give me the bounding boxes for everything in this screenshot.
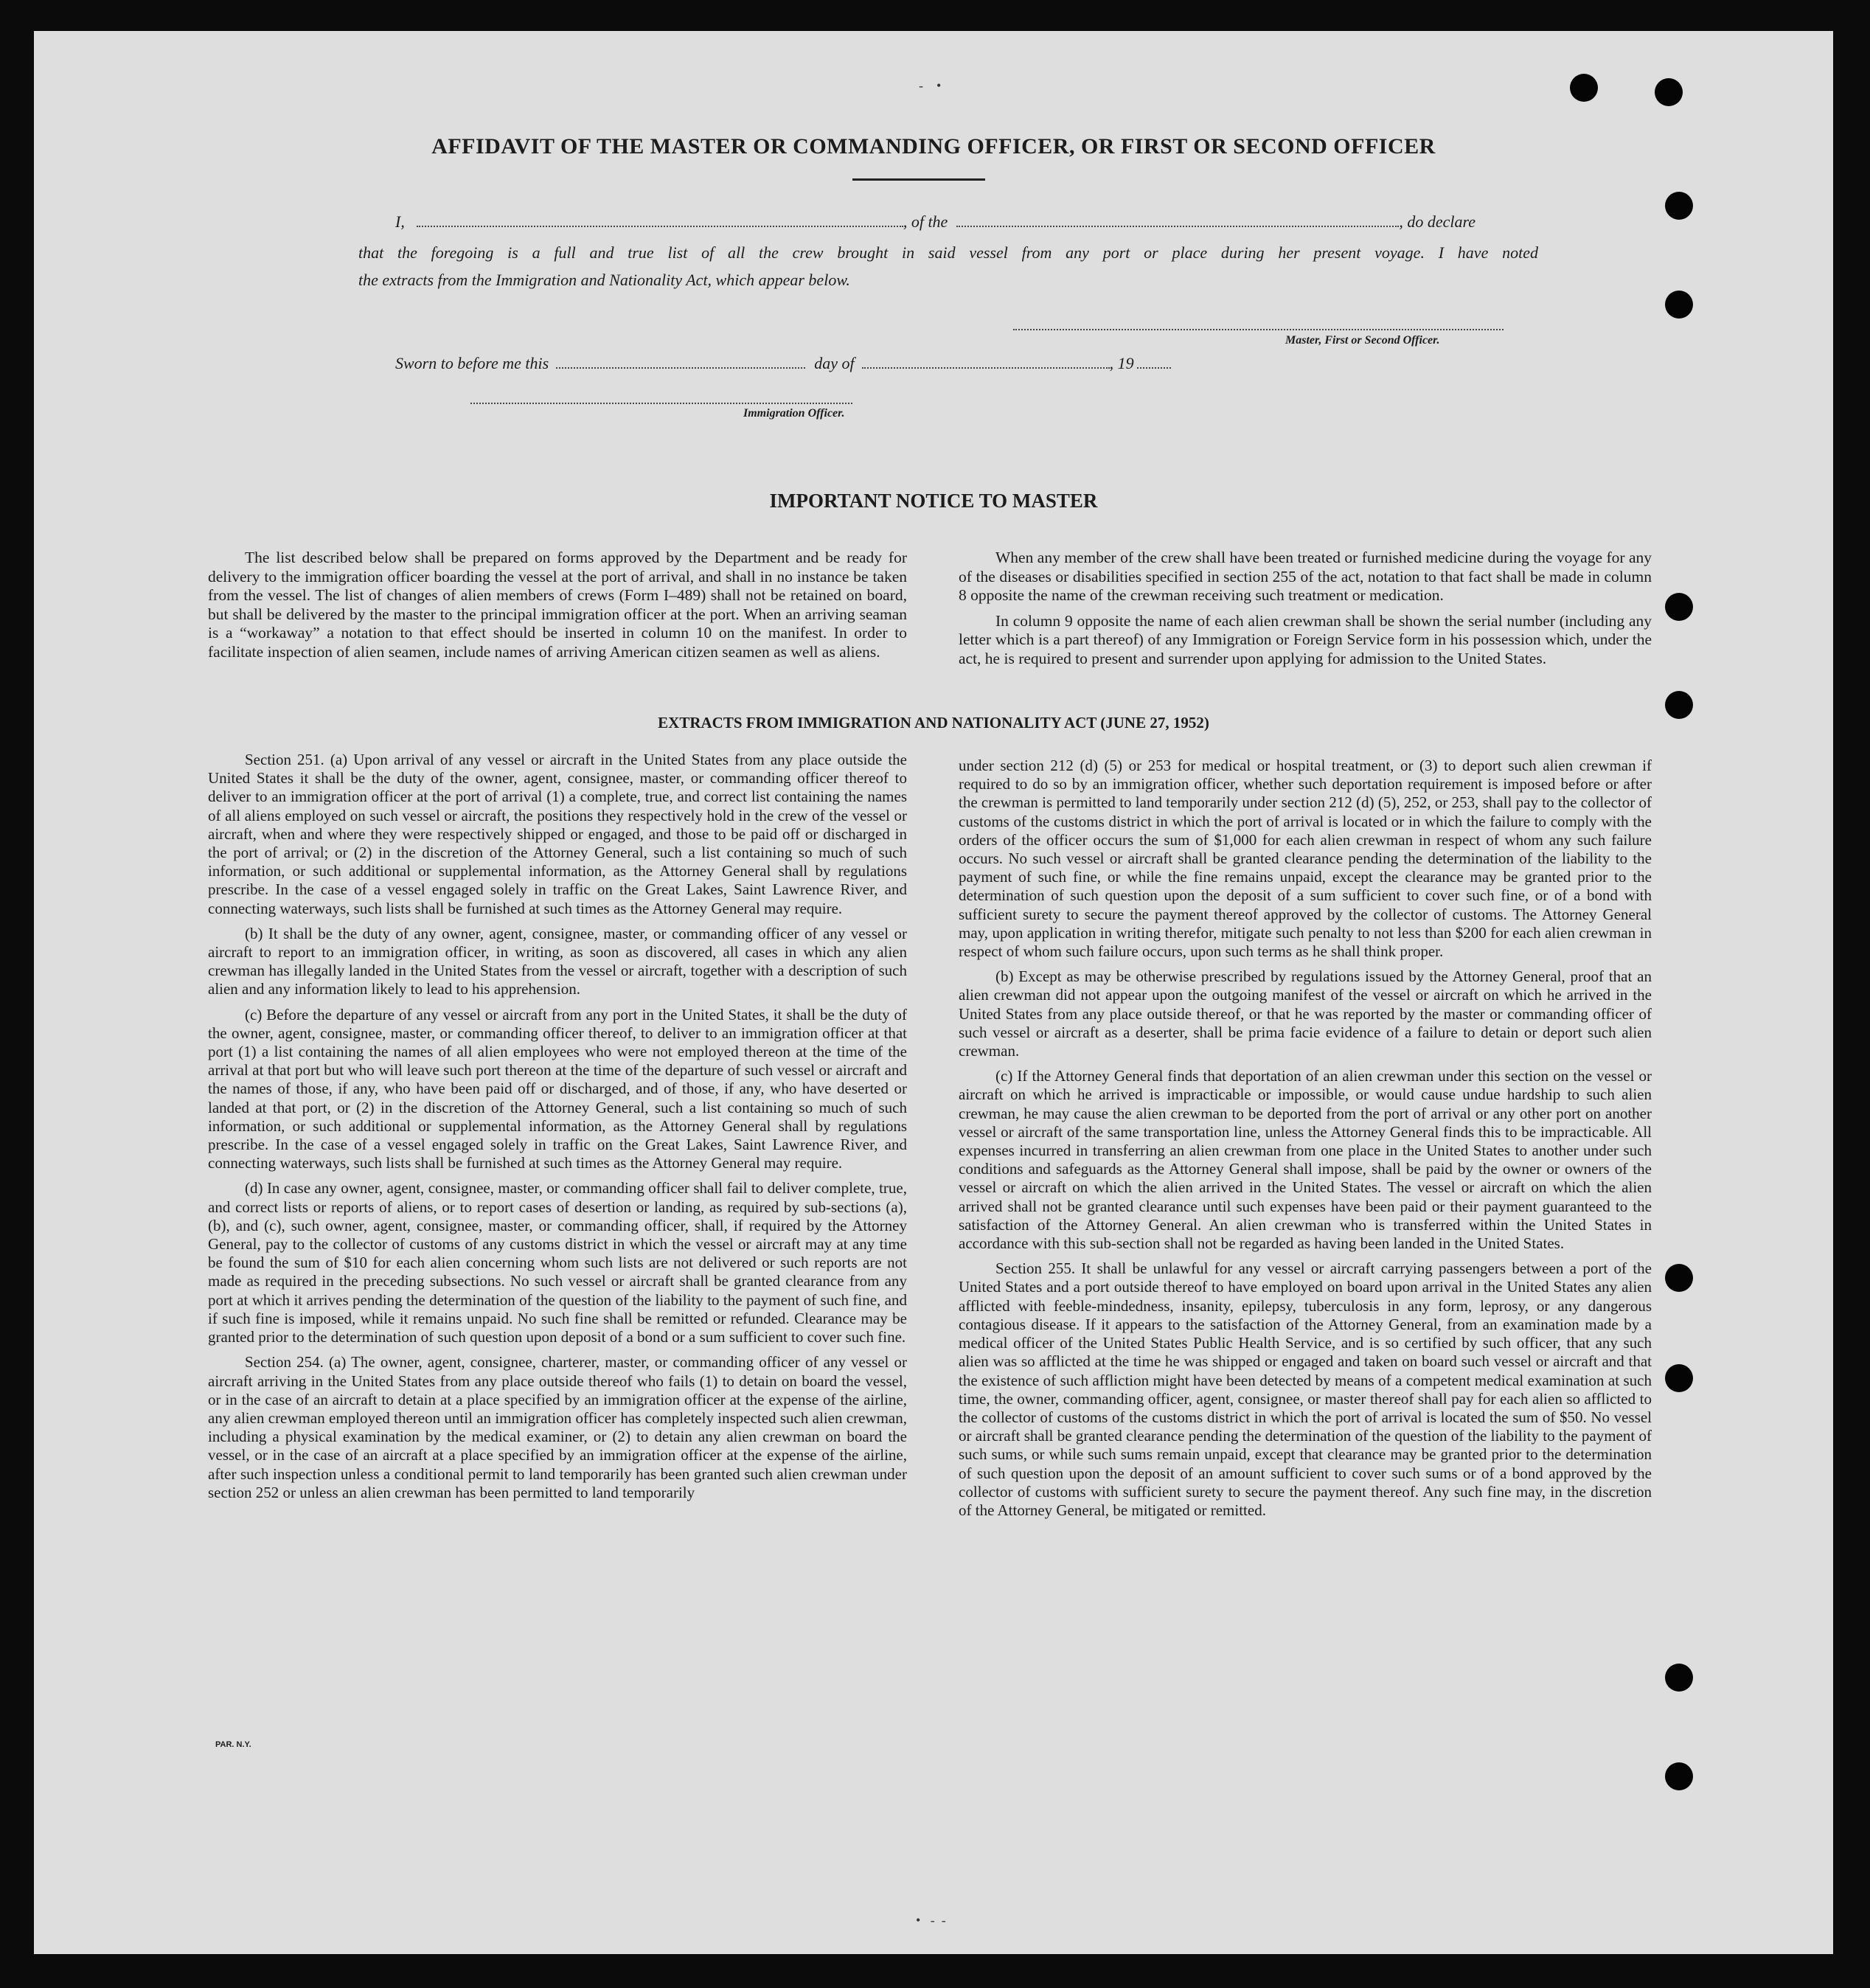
notice-right-paragraph-1: When any member of the crew shall have been treated or furnished medicine during the voyage for any of the diseases or disabilities specified in section 255 of the act, notation to that fact shall be made in column 8 opposite the name of the crewman receiving such treatment or medication. xyxy=(959,549,1652,605)
document-page xyxy=(34,31,1833,1954)
section-251-c: (c) Before the departure of any vessel or aircraft from any port in the United States, it shall be the duty of the owner, agent, consignee, master, or commanding officer thereof, to deliver to an immigration officer at that port (1) a list containing the names of all alien employees who were not employed thereon at the time of the arrival at that port but who will leave such port thereon at the time of the departure of such vessel or aircraft and the names of those, if any, who have been paid off or discharged, and of those, if any, who have deserted or landed at that port, or (2) in the discretion of the Attorney General, such a list containing so much of such information, or such additional or supplemental information, as the Attorney General shall by regulations prescribe. In the case of a vessel engaged solely in traffic on the Great Lakes, Saint Lawrence River, and connecting waterways, such lists shall be furnished at such times as the Attorney General may require. xyxy=(208,1005,907,1172)
punch-hole xyxy=(1665,1364,1693,1392)
scan-speck: - • xyxy=(919,78,942,93)
punch-hole xyxy=(1665,1264,1693,1292)
notice-left-paragraph: The list described below shall be prepared on forms approved by the Department and be ready for delivery to the immigration officer boarding the vessel at the port of arrival, and shall in no instance be taken from the vessel. The list of changes of alien members of crews (Form I–489) shall not be retained on board, but shall be delivered by the master to the principal immigration officer at the port. When an arriving seaman is a “workaway” a notation to that effect should be inserted in column 10 on the manifest. In order to facilitate inspection of alien seamen, include names of arriving American citizen seamen as well as aliens. xyxy=(208,549,907,661)
notice-left-column xyxy=(208,549,907,669)
i-label: I, xyxy=(395,212,405,231)
extracts-title: EXTRACTS FROM IMMIGRATION AND NATIONALITY ACT (JUNE 27, 1952) xyxy=(658,714,1209,731)
year-label: , 19 xyxy=(1109,354,1134,372)
sworn-year-field[interactable] xyxy=(1137,352,1171,369)
section-251-d: (d) In case any owner, agent, consignee, master, or commanding officer shall fail to deliver complete, true, and correct lists or reports of aliens, or to report cases of desertion or landing, as required by sub-sections (a), (b), and (c), such owner, agent, consignee, master, or commanding officer, shall, if required by the Attorney General, pay to the collector of customs of any customs district in which the vessel or aircraft may at any time be found the sum of $10 for each alien concerning whom such lists are not delivered or such reports are not made as required in the preceding subsections. No such vessel or aircraft shall be granted clearance from any port at which it arrives pending the determination of the question of the liability to the payment of such fine, and if such fine is imposed, while it remains unpaid. No such fine shall be remitted or refunded. Clearance may be granted prior to the determination of such question upon deposit of a bond or a sum sufficient to cover such fine. xyxy=(208,1179,907,1346)
section-251-b: (b) It shall be the duty of any owner, agent, consignee, master, or commanding officer of any vessel or aircraft to report to an immigration officer, in writing, as soon as discovered, all cases in which any alien crewman has illegally landed in the United States from the vessel or aircraft, together with a description of such alien and any information likely to lead to his apprehension. xyxy=(208,924,907,998)
declaration-line-2: the extracts from the Immigration and Nationality Act, which appear below. xyxy=(358,271,850,289)
title-divider xyxy=(852,178,985,181)
notice-title: IMPORTANT NOTICE TO MASTER xyxy=(769,490,1098,512)
of-the-label: , of the xyxy=(903,212,948,231)
section-254-a-continued: under section 212 (d) (5) or 253 for medical or hospital treatment, or (3) to deport such alien crewman if required to do so by an immigration officer, whether such deportation requirement is imposed before or after the crewman is permitted to land temporarily under section 212 (d) (5), 252, or 253, shall pay to the collector of customs of the customs district in which the port of arrival is located or in which the failure to comply with the orders of the officer occurs the sum of $1,000 for each alien crewman in respect of whom any such failure occurs. No such vessel or aircraft shall be granted clearance pending the determination of the liability to the payment of such fine, or while the fine remains unpaid, except the clearance may be granted prior to the determination of such question upon the deposit of a sum sufficient to cover such fine, or of a bond with sufficient surety to secure the payment thereof approved by the collector of customs. The Attorney General may, upon application in writing therefor, mitigate such penalty to not less than $200 for each alien crewman in respect of whom such failure occurs, upon such terms as he shall think proper. xyxy=(959,757,1652,961)
declaration-line-1: that the foregoing is a full and true list of all the crew brought in said vessel from any port or place during her present voyage. I have noted xyxy=(358,243,1538,262)
day-of-label: day of xyxy=(814,354,855,372)
sworn-line xyxy=(395,352,1171,373)
vessel-name-field[interactable] xyxy=(956,211,1399,227)
affidavit-title: AFFIDAVIT OF THE MASTER OR COMMANDING OFFICER, OR FIRST OR SECOND OFFICER xyxy=(431,134,1436,159)
punch-hole xyxy=(1655,78,1683,106)
notice-right-paragraph-2: In column 9 opposite the name of each alien crewman shall be shown the serial number (including any letter which is a part thereof) of any Immigration or Foreign Service form in his possession which, under the act, he is required to present and surrender upon applying for admission to the United States. xyxy=(959,611,1652,667)
declarant-line xyxy=(395,211,1476,232)
section-251-a: Section 251. (a) Upon arrival of any vessel or aircraft in the United States from any place outside the United States it shall be the duty of the owner, agent, consignee, master, or commanding officer thereof to deliver to an immigration officer at the port of arrival (1) a complete, true, and correct list containing the names of all aliens employed on such vessel or aircraft, the positions they respectively hold in the crew of the vessel or aircraft, when and where they were respectively shipped or engaged, and those to be paid off or discharged in the port of arrival; or (2) in the discretion of the Attorney General, such a list containing so much of such information, or such additional or supplemental information, as the Attorney General shall by regulations prescribe. In the case of a vessel engaged solely in traffic on the Great Lakes, Saint Lawrence River, and connecting waterways, such lists shall be furnished at such times as the Attorney General may require. xyxy=(208,751,907,917)
punch-hole xyxy=(1665,1664,1693,1692)
master-signature-label: Master, First or Second Officer. xyxy=(1285,334,1440,347)
master-signature-field[interactable] xyxy=(1013,329,1504,330)
punch-hole xyxy=(1665,1762,1693,1790)
sworn-month-field[interactable] xyxy=(862,352,1110,369)
punch-hole xyxy=(1665,291,1693,319)
section-255: Section 255. It shall be unlawful for any vessel or aircraft carrying passengers between a port of the United States and a port outside thereof to have employed on board upon arrival in the United States any alien afflicted with feeble-mindedness, insanity, epilepsy, tuberculosis in any form, leprosy, or any dangerous contagious disease. If it appears to the satisfaction of the Attorney General, from an examination made by a medical officer of the United States Public Health Service, and is so certified by such officer, that any such alien was so afflicted at the time he was shipped or engaged and taken on board such vessel or aircraft and that the existence of such affliction might have been detected by means of a competent medical examination at such time, the owner, commanding officer, agent, consignee, or master thereof shall pay for each alien so afflicted to the collector of customs of the customs district in which the port of arrival is located the sum of $50. No vessel or aircraft shall be granted clearance pending the determination of the question of the liability to the payment of such sums, or while such sums remain unpaid, except that clearance may be granted prior to the determination of such question upon the deposit of an amount sufficient to cover such sums or of a bond approved by the collector of customs with sufficient surety to secure the payment thereof. Any such fine may, in the discretion of the Attorney General, be mitigated or remitted. xyxy=(959,1259,1652,1519)
sworn-day-field[interactable] xyxy=(556,352,805,369)
extracts-right-column xyxy=(959,757,1652,1526)
immigration-officer-label: Immigration Officer. xyxy=(743,407,845,420)
notice-right-column xyxy=(959,549,1652,675)
do-declare-label: , do declare xyxy=(1399,212,1476,231)
section-254-c: (c) If the Attorney General finds that deportation of an alien crewman under this section on the vessel or aircraft on which he arrived is impracticable or impossible, or would cause undue hardship to such alien crewman, he may cause the alien crewman to be deported from the port of arrival or any other port on another vessel or aircraft of the same transportation line, unless the Attorney General finds this to be impracticable. All expenses incurred in transferring an alien crewman from one place in the United States to another under such conditions and safeguards as the Attorney General shall impose, shall be paid by the owner or owners of the vessel or aircraft on which the alien arrived in the United States. The vessel or aircraft on which the alien arrived shall not be granted clearance until such expenses have been paid or their payment guaranteed to the satisfaction of the Attorney General. An alien crewman who is transferred within the United States in accordance with this sub-section shall not be regarded as having been landed in the United States. xyxy=(959,1067,1652,1253)
section-254-b: (b) Except as may be otherwise prescribed by regulations issued by the Attorney General, proof that an alien crewman did not appear upon the outgoing manifest of the vessel or aircraft on which he arrived in the United States from any place outside thereof, or that he was reported by the master or commanding officer of such vessel or aircraft as a deserter, shall be prima facie evidence of a failure to detain or deport such alien crewman. xyxy=(959,967,1652,1060)
scan-speck: • - - xyxy=(916,1913,946,1928)
extracts-left-column xyxy=(208,751,907,1509)
punch-hole xyxy=(1665,192,1693,220)
sworn-label: Sworn to before me this xyxy=(395,354,549,372)
immigration-officer-signature-field[interactable] xyxy=(470,403,852,404)
declarant-name-field[interactable] xyxy=(417,211,903,227)
section-254-a: Section 254. (a) The owner, agent, consignee, charterer, master, or commanding officer of any vessel or aircraft arriving in the United States from any place outside thereof who fails (1) to detain on board the vessel, or in the case of an aircraft to detain at a place specified by an immigration officer at the expense of the airline, any alien crewman employed thereon until an immigration officer has completely inspected such alien crewman, including a physical examination by the medical examiner, or (2) to detain any alien crewman on board the vessel, or in the case of an aircraft at a place specified by an immigration officer at the expense of the airline, after such inspection unless a conditional permit to land temporarily has been granted such alien crewman under section 252 or unless an alien crewman has been permitted to land temporarily xyxy=(208,1353,907,1501)
punch-hole xyxy=(1665,593,1693,621)
punch-hole xyxy=(1570,74,1598,102)
printer-code: PAR. N.Y. xyxy=(215,1740,251,1749)
